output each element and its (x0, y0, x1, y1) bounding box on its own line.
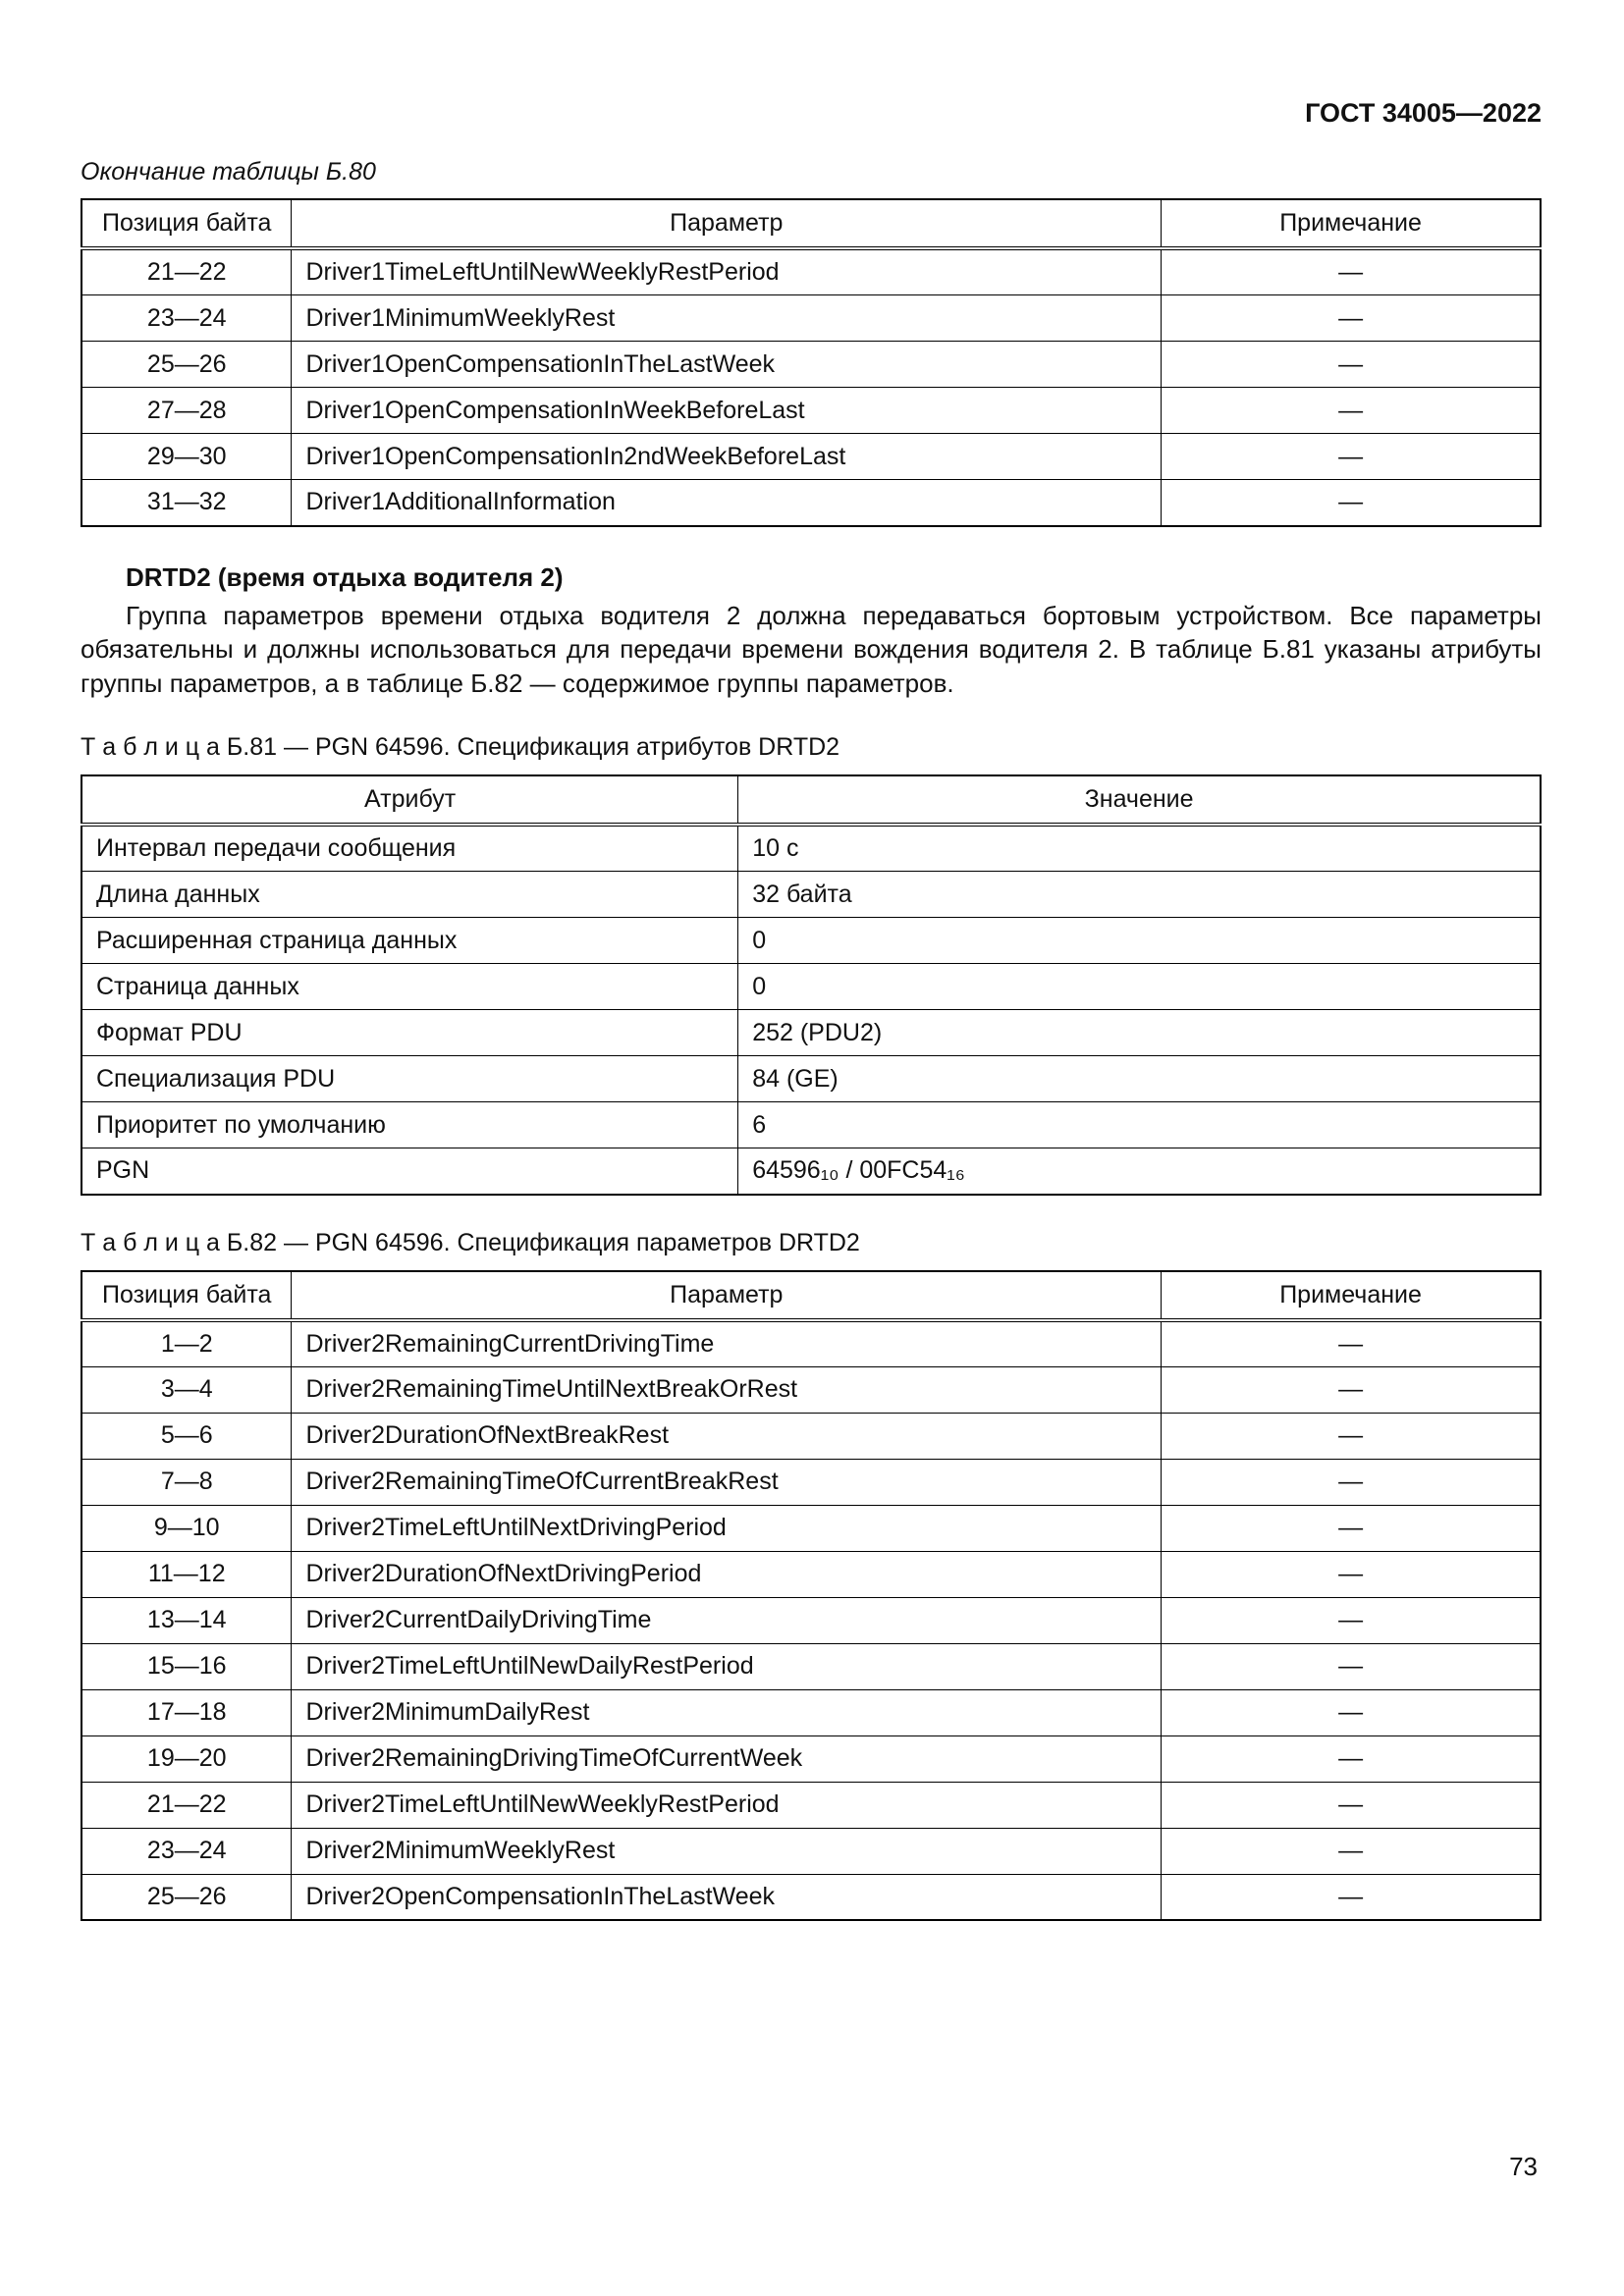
table-cell: Driver2OpenCompensationInTheLastWeek (292, 1874, 1162, 1920)
page-content (81, 98, 1542, 1921)
table-row (81, 1689, 1541, 1735)
table-cell: 5—6 (81, 1413, 292, 1459)
table-cell: — (1162, 1366, 1541, 1413)
drtd2-heading: DRTD2 (время отдыха водителя 2) (126, 561, 564, 592)
table-cell: Driver2DurationOfNextBreakRest (292, 1413, 1162, 1459)
table-cell: Driver2RemainingDrivingTimeOfCurrentWeek (292, 1735, 1162, 1782)
table-row (81, 1056, 1541, 1102)
table-cell: 13—14 (81, 1597, 292, 1643)
table-cell: Driver1OpenCompensationInTheLastWeek (292, 342, 1162, 388)
table-cell: 0 (738, 918, 1541, 964)
table-cell: — (1162, 1689, 1541, 1735)
table-b81-header-row (81, 775, 1541, 825)
table-cell: — (1162, 1551, 1541, 1597)
table-row (81, 342, 1541, 388)
table-cell: Driver2RemainingTimeOfCurrentBreakRest (292, 1459, 1162, 1505)
table-cell: 3—4 (81, 1366, 292, 1413)
table-b82-body (81, 1320, 1541, 1921)
table-cell: Приоритет по умолчанию (81, 1102, 738, 1148)
table-cell: — (1162, 434, 1541, 480)
table-b81-caption: Т а б л и ц а Б.81 — PGN 64596. Спецификация атрибутов DRTD2 (81, 733, 840, 762)
table-cell: 1—2 (81, 1320, 292, 1367)
table-row (81, 1505, 1541, 1551)
table-cell: Driver2RemainingCurrentDrivingTime (292, 1320, 1162, 1367)
table-cell: Driver1TimeLeftUntilNewWeeklyRestPeriod (292, 248, 1162, 295)
table-row (81, 1102, 1541, 1148)
table-cell: Driver2MinimumWeeklyRest (292, 1828, 1162, 1874)
table-b80-body (81, 248, 1541, 526)
table-b82-caption: Т а б л и ц а Б.82 — PGN 64596. Спецификация параметров DRTD2 (81, 1228, 860, 1256)
page-number: 73 (1509, 2152, 1538, 2181)
table-cell: 23—24 (81, 295, 292, 342)
table-cell: 7—8 (81, 1459, 292, 1505)
table-cell: 9—10 (81, 1505, 292, 1551)
table-row (81, 825, 1541, 872)
table-cell: Длина данных (81, 872, 738, 918)
table-row (81, 918, 1541, 964)
table-cell: — (1162, 1505, 1541, 1551)
table-cell: Driver2MinimumDailyRest (292, 1689, 1162, 1735)
table-cell: — (1162, 1459, 1541, 1505)
table-cell: — (1162, 1320, 1541, 1367)
table-row (81, 1551, 1541, 1597)
table-b82-parameters (81, 1270, 1542, 1922)
table-cell: — (1162, 1643, 1541, 1689)
table-cell: Интервал передачи сообщения (81, 825, 738, 872)
column-header-attribute: Атрибут (81, 775, 738, 825)
table-row (81, 872, 1541, 918)
table-cell: 64596₁₀ / 00FC54₁₆ (738, 1148, 1541, 1195)
table-cell: — (1162, 1413, 1541, 1459)
table-cell: — (1162, 1735, 1541, 1782)
table-cell: 10 с (738, 825, 1541, 872)
table-row (81, 1735, 1541, 1782)
column-header-value: Значение (738, 775, 1541, 825)
table-cell: 0 (738, 964, 1541, 1010)
column-header-parameter: Параметр (292, 1271, 1162, 1320)
drtd2-paragraph: Группа параметров времени отдыха водителя 2 должна передаваться бортовым устройством. Все параметры обязательны и должны использоваться для передачи времени вождения водителя 2. В таблице Б.81 указаны атрибуты группы параметров, а в таблице Б.82 — содержимое группы параметров. (81, 600, 1542, 698)
table-cell: Driver2TimeLeftUntilNewWeeklyRestPeriod (292, 1782, 1162, 1828)
table-cell: 31—32 (81, 480, 292, 526)
table-row (81, 1010, 1541, 1056)
table-cell: — (1162, 342, 1541, 388)
table-cell: — (1162, 1828, 1541, 1874)
column-header-parameter: Параметр (292, 199, 1162, 248)
table-b82-header-row (81, 1271, 1541, 1320)
column-header-byte-position: Позиция байта (81, 199, 292, 248)
table-b80-continuation-caption: Окончание таблицы Б.80 (81, 158, 376, 186)
table-row (81, 480, 1541, 526)
table-cell: 6 (738, 1102, 1541, 1148)
table-cell: — (1162, 1874, 1541, 1920)
table-cell: Driver2DurationOfNextDrivingPeriod (292, 1551, 1162, 1597)
table-row (81, 1874, 1541, 1920)
table-row (81, 1320, 1541, 1367)
table-cell: Driver1OpenCompensationInWeekBeforeLast (292, 388, 1162, 434)
table-cell: 11—12 (81, 1551, 292, 1597)
table-cell: 25—26 (81, 342, 292, 388)
table-row (81, 1366, 1541, 1413)
table-b80-header-row (81, 199, 1541, 248)
table-row (81, 1597, 1541, 1643)
table-cell: — (1162, 1782, 1541, 1828)
running-header (81, 98, 1542, 129)
table-cell: 252 (PDU2) (738, 1010, 1541, 1056)
table-cell: 32 байта (738, 872, 1541, 918)
table-cell: — (1162, 1597, 1541, 1643)
table-cell: Driver2CurrentDailyDrivingTime (292, 1597, 1162, 1643)
table-cell: 21—22 (81, 248, 292, 295)
table-cell: 25—26 (81, 1874, 292, 1920)
table-cell: — (1162, 248, 1541, 295)
table-cell: 27—28 (81, 388, 292, 434)
table-b80-continuation (81, 198, 1542, 527)
table-cell: 29—30 (81, 434, 292, 480)
column-header-note: Примечание (1162, 199, 1541, 248)
table-cell: Driver1OpenCompensationIn2ndWeekBeforeLast (292, 434, 1162, 480)
table-cell: 15—16 (81, 1643, 292, 1689)
table-cell: 21—22 (81, 1782, 292, 1828)
table-row (81, 1413, 1541, 1459)
table-row (81, 295, 1541, 342)
table-row (81, 1459, 1541, 1505)
table-row (81, 434, 1541, 480)
table-row (81, 1782, 1541, 1828)
table-cell: Driver1AdditionalInformation (292, 480, 1162, 526)
table-cell: 17—18 (81, 1689, 292, 1735)
table-cell: Расширенная страница данных (81, 918, 738, 964)
column-header-byte-position: Позиция байта (81, 1271, 292, 1320)
table-row (81, 248, 1541, 295)
standard-number: ГОСТ 34005—2022 (1305, 98, 1542, 128)
table-cell: 84 (GE) (738, 1056, 1541, 1102)
table-cell: Специализация PDU (81, 1056, 738, 1102)
table-b81-attributes (81, 774, 1542, 1196)
table-row (81, 964, 1541, 1010)
table-cell: PGN (81, 1148, 738, 1195)
table-cell: 19—20 (81, 1735, 292, 1782)
table-row (81, 1828, 1541, 1874)
table-row (81, 388, 1541, 434)
table-cell: — (1162, 295, 1541, 342)
table-cell: Driver2TimeLeftUntilNextDrivingPeriod (292, 1505, 1162, 1551)
table-cell: Driver1MinimumWeeklyRest (292, 295, 1162, 342)
table-row (81, 1148, 1541, 1195)
table-cell: Driver2TimeLeftUntilNewDailyRestPeriod (292, 1643, 1162, 1689)
table-b81-body (81, 825, 1541, 1195)
table-row (81, 1643, 1541, 1689)
table-cell: — (1162, 388, 1541, 434)
table-cell: Формат PDU (81, 1010, 738, 1056)
table-cell: Страница данных (81, 964, 738, 1010)
table-cell: 23—24 (81, 1828, 292, 1874)
table-cell: Driver2RemainingTimeUntilNextBreakOrRest (292, 1366, 1162, 1413)
table-cell: — (1162, 480, 1541, 526)
column-header-note: Примечание (1162, 1271, 1541, 1320)
